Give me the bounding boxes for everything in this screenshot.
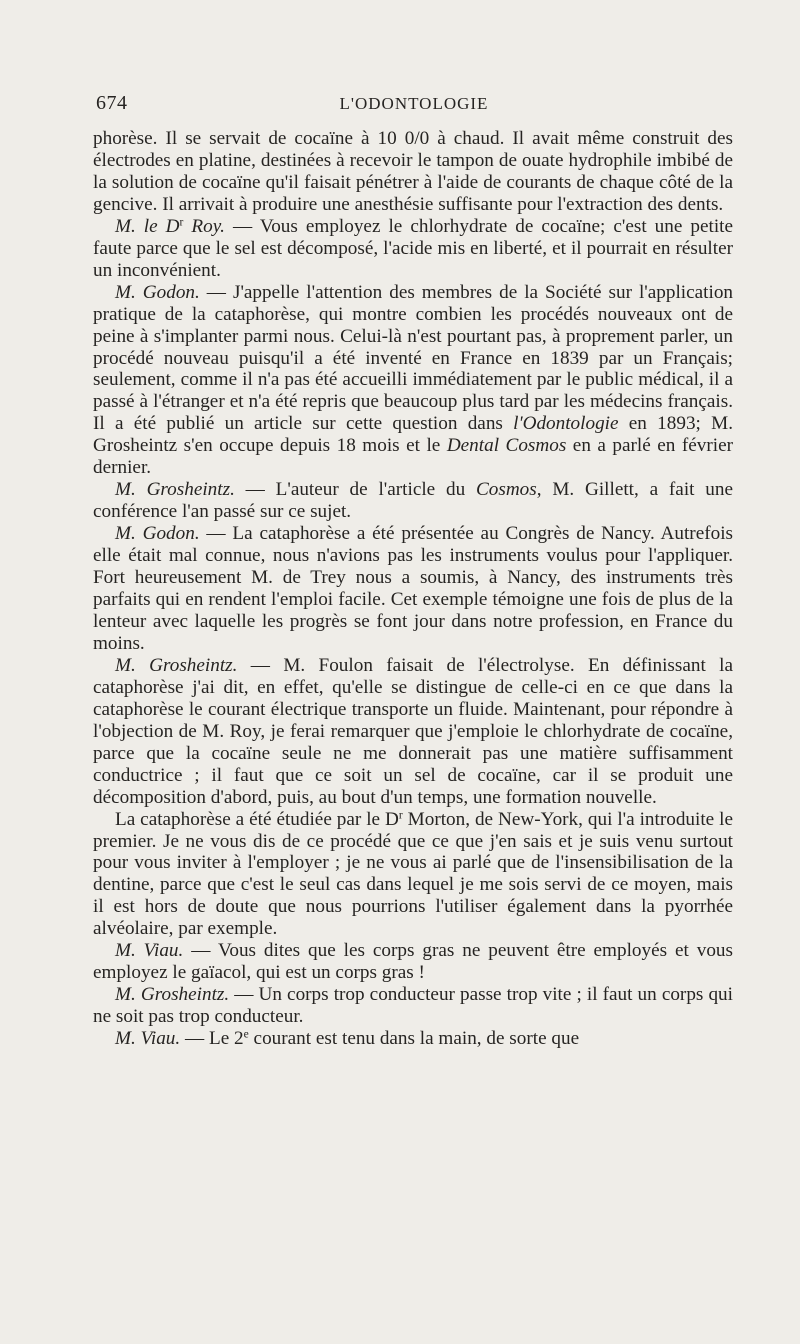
text-run: — Vous employez le chlorhydrate de cocaïne; c'est une petite faute parce que le sel est décomposé, l'acide mis en liberté, et il pourrait en résulter un inconvénient. bbox=[93, 215, 734, 281]
text-run: — La cataphorèse a été présentée au Congrès de Nancy. Autrefois elle était mal connue, nous n'avions pas les instruments voulus pour l'appliquer. Fort heureusement M. de Trey nous a soumis, à Nancy, des instruments très parfaits qui en rendent l'emploi facile. Cet exemple témoigne une fois de plus de la lenteur avec laquelle les progrès se font jour dans notre profession, en France du moins. bbox=[93, 523, 733, 654]
text-run: Morton, de New-York, qui l'a introduite le premier. Je ne vous dis de ce procédé que ce que j'en sais et je suis venu surtout pour vous inviter à l'employer ; je ne vous ai parlé que de l'insensibilisation de la dentine, parce que c'est le seul cas dans lequel je me sois servi de ce moyen, mais il est hors de doute que nous pourrions l'utiliser également dans la pyorrhée alvéolaire, par exemple. bbox=[93, 808, 733, 940]
speaker-name: M. Grosheintz. bbox=[115, 479, 235, 501]
page-number: 674 bbox=[96, 92, 128, 114]
speaker-name: M. Viau. bbox=[115, 1028, 181, 1050]
speaker-name: Roy. bbox=[183, 215, 225, 237]
superscript: e bbox=[243, 1028, 249, 1041]
page-header bbox=[96, 92, 732, 118]
speaker-name: M. Grosheintz. bbox=[115, 984, 230, 1006]
superscript: r bbox=[179, 216, 184, 229]
paragraph bbox=[93, 655, 733, 809]
paragraph bbox=[93, 940, 733, 984]
speaker-name: M. Godon. bbox=[115, 523, 200, 545]
text-run: — Vous dites que les corps gras ne peuvent être employés et vous employez le gaïacol, qui est un corps gras ! bbox=[93, 940, 733, 984]
speaker-name: M. le D bbox=[115, 215, 180, 237]
speaker-name: M. Grosheintz. bbox=[115, 654, 238, 676]
text-run: en a parlé en février dernier. bbox=[93, 435, 733, 479]
italic-title: Dental Cosmos bbox=[446, 435, 567, 457]
paragraph bbox=[93, 984, 733, 1028]
text-run: — J'appelle l'attention des membres de la Société sur l'application pratique de la cataphorèse, qui montre combien les procédés nouveaux ont de peine à s'implanter parmi nous. Celui-là n'est pourtant pas, à proprement parler, un procédé nouveau puisqu'il a été inventé en France en 1839 par un Français; seulement, comme il n'a pas été accueilli immédiatement par le public médical, il a passé à l'étranger et n'a été repris que beaucoup plus tard par les médecins français. Il a été publié un article sur cette question dans bbox=[93, 281, 734, 435]
running-title: L'ODONTOLOGIE bbox=[339, 94, 489, 113]
italic-title: l'Odontologie bbox=[513, 413, 619, 435]
text-run: — M. Foulon faisait de l'électrolyse. En définissant la cataphorèse j'ai dit, en effet, qu'elle se distingue de celle-ci en ce que dans la cataphorèse le courant électrique transporte un fluide. Maintenant, pour répondre à l'objection de M. Roy, je ferai remarquer que j'emploie le chlorhydrate de cocaïne, parce que la cocaïne seule ne me donnerait pas une matière suffisamment conductrice ; il faut que ce soit un sel de cocaïne, car il se produit une décomposition d'abord, puis, au bout d'un temps, une formation nouvelle. bbox=[93, 654, 733, 808]
paragraph bbox=[93, 479, 733, 523]
text-run: , M. Gillett, a fait une conférence l'an passé sur ce sujet. bbox=[93, 479, 733, 523]
text-run: courant est tenu dans la main, de sorte que bbox=[248, 1028, 580, 1050]
body-text bbox=[93, 128, 733, 1050]
superscript: r bbox=[398, 809, 403, 822]
text-run: La cataphorèse a été étudiée par le D bbox=[115, 808, 399, 830]
paragraph bbox=[93, 523, 733, 655]
text-run: — Le 2 bbox=[180, 1028, 244, 1050]
speaker-name: M. Godon. bbox=[115, 281, 200, 303]
text-run: — Un corps trop conducteur passe trop vite ; il faut un corps qui ne soit pas trop conducteur. bbox=[93, 984, 733, 1028]
paragraph bbox=[93, 1028, 733, 1050]
text-run: — L'auteur de l'article du bbox=[234, 479, 476, 501]
paragraph bbox=[93, 282, 733, 480]
text-run: phorèse. Il se servait de cocaïne à 10 0/0 à chaud. Il avait même construit des électrodes en platine, destinées à recevoir le tampon de ouate hydrophile imbibé de la solution de cocaïne qu'il faisait pénétrer à l'aide de courants de chaque côté de la gencive. Il arrivait à produire une anesthésie suffisante pour l'extraction des dents. bbox=[93, 128, 733, 215]
paragraph bbox=[93, 809, 733, 941]
paragraph bbox=[93, 216, 733, 282]
italic-title: Cosmos bbox=[475, 479, 537, 501]
text-run: en 1893; M. Grosheintz s'en occupe depuis 18 mois et le bbox=[93, 413, 733, 457]
speaker-name: M. Viau. bbox=[115, 940, 184, 962]
paragraph bbox=[93, 128, 733, 216]
